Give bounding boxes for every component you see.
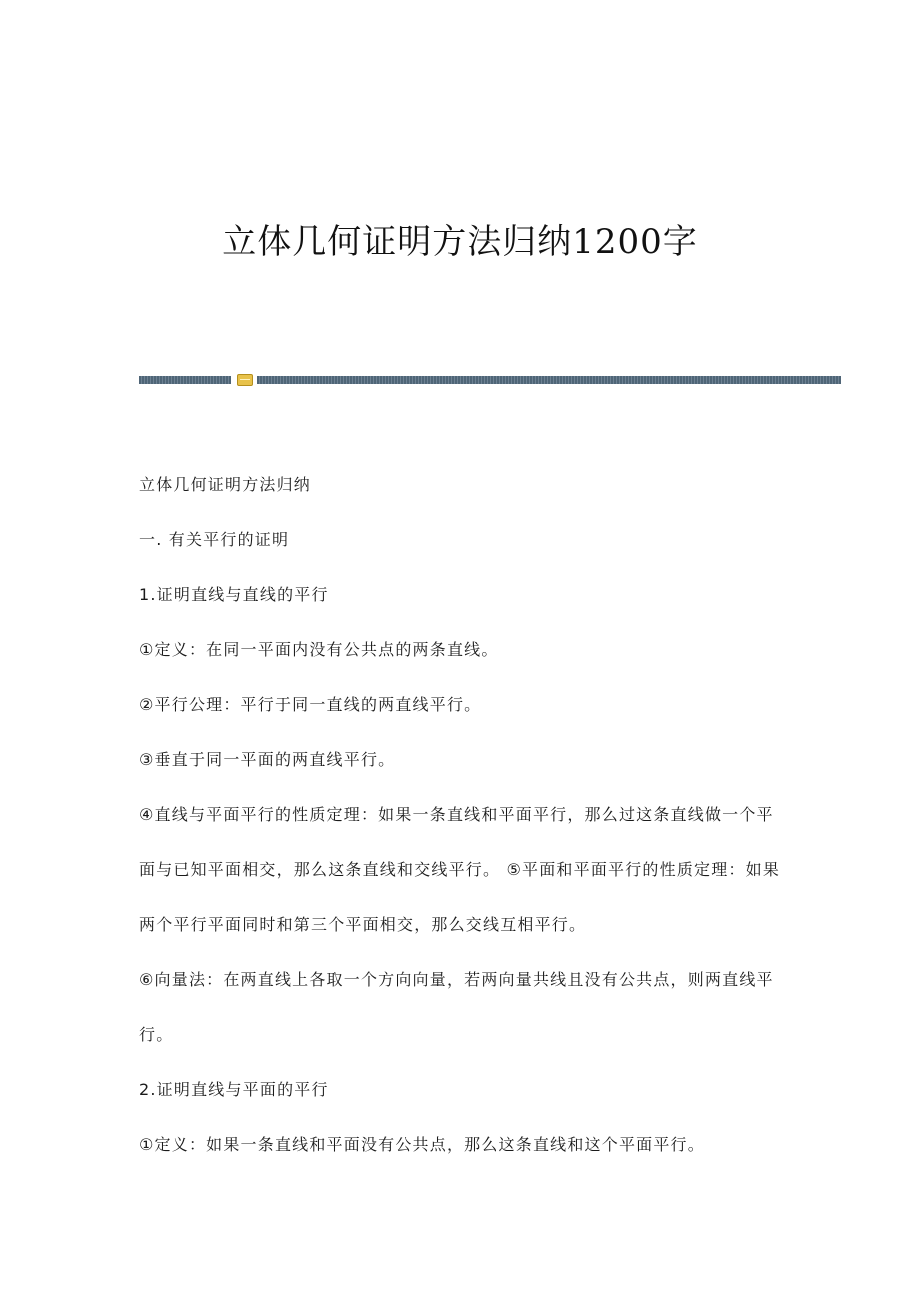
section-heading-parallel: 一. 有关平行的证明 — [139, 530, 290, 549]
subsection-heading-line-line: 1.证明直线与直线的平行 — [139, 585, 329, 604]
divider-bar-right — [257, 376, 841, 384]
divider-bar-left — [139, 376, 231, 384]
document-body — [139, 470, 789, 1185]
document-title: 立体几何证明方法归纳1200字 — [222, 222, 698, 262]
paragraph-parallel-axiom: ②平行公理：平行于同一直线的两直线平行。 — [139, 695, 482, 714]
title-divider — [139, 374, 841, 386]
paragraph-definition: ①定义：在同一平面内没有公共点的两条直线。 — [139, 640, 499, 659]
paragraph-perpendicular: ③垂直于同一平面的两直线平行。 — [139, 750, 396, 769]
paragraph-property-theorems: ④直线与平面平行的性质定理：如果一条直线和平面平行，那么过这条直线做一个平面与已知平面相交，那么这条直线和交线平行。 ⑤平面和平面平行的性质定理：如果两个平行平面同时和第三个平面相交，那么交线互相平行。 — [139, 805, 781, 934]
paragraph-heading: 立体几何证明方法归纳 — [139, 475, 312, 494]
paragraph-vector-method: ⑥向量法：在两直线上各取一个方向向量，若两向量共线且没有公共点，则两直线平行。 — [139, 970, 774, 1044]
subsection-heading-line-plane: 2.证明直线与平面的平行 — [139, 1080, 329, 1099]
paragraph-line-plane-definition: ①定义：如果一条直线和平面没有公共点，那么这条直线和这个平面平行。 — [139, 1135, 705, 1154]
divider-ornament-icon — [237, 374, 253, 386]
